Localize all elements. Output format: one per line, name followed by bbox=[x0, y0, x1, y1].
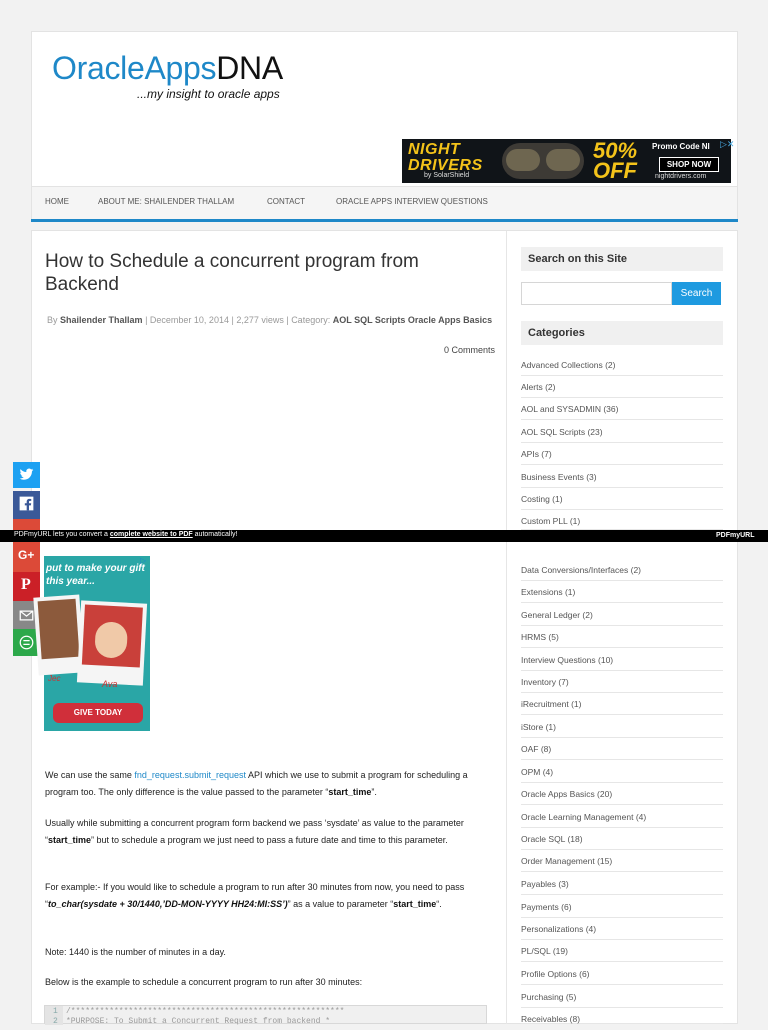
search-input[interactable] bbox=[521, 282, 672, 305]
category-link[interactable]: Alerts (2) bbox=[521, 376, 723, 398]
category-link[interactable]: Costing (1) bbox=[521, 488, 723, 510]
child-name-2: Ava bbox=[102, 679, 118, 689]
paragraph-4: Note: 1440 is the number of minutes in a day. bbox=[45, 947, 226, 957]
post-views: 2,277 views bbox=[236, 315, 284, 325]
ad-shop-button[interactable]: SHOP NOW bbox=[659, 157, 719, 172]
googleplus-share-button[interactable] bbox=[13, 542, 40, 572]
ad-promo: Promo Code NI bbox=[652, 142, 710, 151]
ad-discount: 50% OFF bbox=[592, 138, 638, 183]
category-link[interactable]: Interview Questions (10) bbox=[521, 649, 723, 671]
ad-close-icon[interactable]: ▷✕ bbox=[720, 139, 735, 149]
category-link[interactable]: Business Events (3) bbox=[521, 466, 723, 488]
code-line-number: 2 bbox=[53, 1017, 58, 1026]
pdf-prefix: PDFmyURL lets you convert a bbox=[14, 531, 108, 538]
site-tagline: ...my insight to oracle apps bbox=[137, 87, 280, 101]
category-link[interactable]: iStore (1) bbox=[521, 716, 723, 738]
ad-choices-icon[interactable]: ▷ bbox=[140, 556, 147, 565]
twitter-icon bbox=[19, 467, 34, 482]
code-line-number: 1 bbox=[53, 1007, 58, 1016]
email-icon bbox=[19, 608, 34, 623]
paragraph-3: For example:- If you would like to schedule a program to run after 30 minutes from now, you need to pass “to_char(sysdate + 30/1440,’DD-MON-YYYY HH24:MI:SS’)” as a value to parameter “start_time“. bbox=[45, 882, 465, 909]
category-link[interactable]: Oracle SQL (18) bbox=[521, 828, 723, 850]
post-categories[interactable]: AOL SQL Scripts Oracle Apps Basics bbox=[332, 315, 493, 325]
category-link[interactable]: Oracle Learning Management (4) bbox=[521, 806, 723, 828]
pdf-banner-text bbox=[14, 531, 237, 538]
site-logo[interactable] bbox=[52, 50, 283, 87]
post-author[interactable]: Shailender Thallam bbox=[60, 315, 143, 325]
logo-part2: DNA bbox=[216, 50, 283, 86]
nav-underline bbox=[31, 219, 738, 222]
category-link[interactable]: Extensions (1) bbox=[521, 581, 723, 603]
category-link[interactable]: Inventory (7) bbox=[521, 671, 723, 693]
nav-interview-questions[interactable]: ORACLE APPS INTERVIEW QUESTIONS bbox=[336, 197, 488, 206]
share-icon bbox=[19, 635, 34, 650]
category-link[interactable]: Data Conversions/Interfaces (2) bbox=[521, 559, 723, 581]
category-link[interactable]: Custom PLL (1) bbox=[521, 510, 723, 530]
category-link[interactable]: PL/SQL (19) bbox=[521, 940, 723, 962]
category-link[interactable]: Advanced Collections (2) bbox=[521, 354, 723, 376]
code-line: *PURPOSE: To Submit a Concurrent Request from backend * bbox=[66, 1017, 331, 1026]
categories-widget-title: Categories bbox=[521, 321, 723, 345]
facebook-share-button[interactable] bbox=[13, 491, 40, 519]
category-link[interactable]: AOL and SYSADMIN (36) bbox=[521, 398, 723, 420]
category-link[interactable]: Purchasing (5) bbox=[521, 986, 723, 1008]
category-link[interactable]: HRMS (5) bbox=[521, 626, 723, 648]
ad-banner[interactable] bbox=[402, 138, 735, 183]
comments-link[interactable]: 0 Comments bbox=[443, 345, 495, 355]
category-link[interactable]: Oracle Apps Basics (20) bbox=[521, 783, 723, 805]
nav-home[interactable]: HOME bbox=[45, 197, 69, 206]
post-date: December 10, 2014 bbox=[149, 315, 229, 325]
category-link[interactable]: Personalizations (4) bbox=[521, 918, 723, 940]
googleplus-icon: G+ bbox=[18, 548, 35, 562]
category-link[interactable]: AOL SQL Scripts (23) bbox=[521, 421, 723, 443]
category-link[interactable]: OPM (4) bbox=[521, 761, 723, 783]
pdf-link[interactable]: complete website to PDF bbox=[109, 531, 193, 538]
search-button[interactable]: Search bbox=[672, 282, 721, 305]
facebook-icon bbox=[19, 496, 34, 511]
category-link[interactable]: Profile Options (6) bbox=[521, 963, 723, 985]
category-label: Category: bbox=[291, 315, 331, 325]
category-link[interactable]: APIs (7) bbox=[521, 443, 723, 465]
child-name-1: Jec bbox=[48, 674, 61, 683]
pdfmyurl-logo[interactable]: PDFmyURL bbox=[716, 532, 755, 539]
paragraph-1: We can use the same fnd_request.submit_request API which we use to submit a program for scheduling a program too. The only difference is the value passed to the parameter “start_time”. bbox=[45, 770, 468, 797]
meta-by: By bbox=[47, 315, 58, 325]
pinterest-icon: P bbox=[21, 576, 31, 593]
api-link[interactable]: fnd_request.submit_request bbox=[134, 770, 246, 780]
paragraph-5: Below is the example to schedule a concurrent program to run after 30 minutes: bbox=[45, 977, 363, 987]
category-link[interactable]: General Ledger (2) bbox=[521, 604, 723, 626]
nav-contact[interactable]: CONTACT bbox=[267, 197, 306, 206]
logo-part1: OracleApps bbox=[52, 50, 217, 86]
pdf-suffix: automatically! bbox=[194, 531, 238, 538]
category-link[interactable]: iRecruitment (1) bbox=[521, 693, 723, 715]
category-link[interactable]: Receivables (8) bbox=[521, 1008, 723, 1024]
googleplus-share-button-top[interactable] bbox=[13, 519, 40, 530]
search-widget-title: Search on this Site bbox=[521, 247, 723, 271]
category-link[interactable]: Payables (3) bbox=[521, 873, 723, 895]
post-meta: By Shailender Thallam | December 10, 2014 | 2,277 views | Category: AOL SQL Scripts Oracle Apps Basics bbox=[47, 315, 493, 325]
column-divider bbox=[506, 231, 507, 1024]
paragraph-2: Usually while submitting a concurrent program form backend we pass ‘sysdate’ as value to the parameter “start_time” but to schedule a program we just need to pass a future date and time to this parameter. bbox=[45, 818, 464, 845]
nav-about[interactable]: ABOUT ME: SHAILENDER THALLAM bbox=[98, 197, 235, 206]
ad-headline: NIGHT DRIVERS bbox=[408, 141, 483, 174]
ad-subline: by SolarShield bbox=[424, 172, 470, 179]
category-link[interactable]: Order Management (15) bbox=[521, 850, 723, 872]
child-photo-2 bbox=[77, 600, 147, 685]
category-link[interactable]: Payments (6) bbox=[521, 896, 723, 918]
twitter-share-button[interactable] bbox=[13, 462, 40, 488]
charity-ad[interactable] bbox=[44, 556, 150, 731]
ad-site: nightdrivers.com bbox=[655, 173, 707, 180]
sunglasses-image bbox=[502, 143, 584, 179]
code-block[interactable] bbox=[44, 1005, 487, 1024]
category-link[interactable]: OAF (8) bbox=[521, 738, 723, 760]
charity-ad-text: put to make your gift this year... bbox=[46, 563, 145, 587]
code-line: /********************************************************* bbox=[66, 1007, 345, 1016]
post-title: How to Schedule a concurrent program from Backend bbox=[45, 251, 419, 295]
give-today-button[interactable]: GIVE TODAY bbox=[53, 703, 143, 723]
